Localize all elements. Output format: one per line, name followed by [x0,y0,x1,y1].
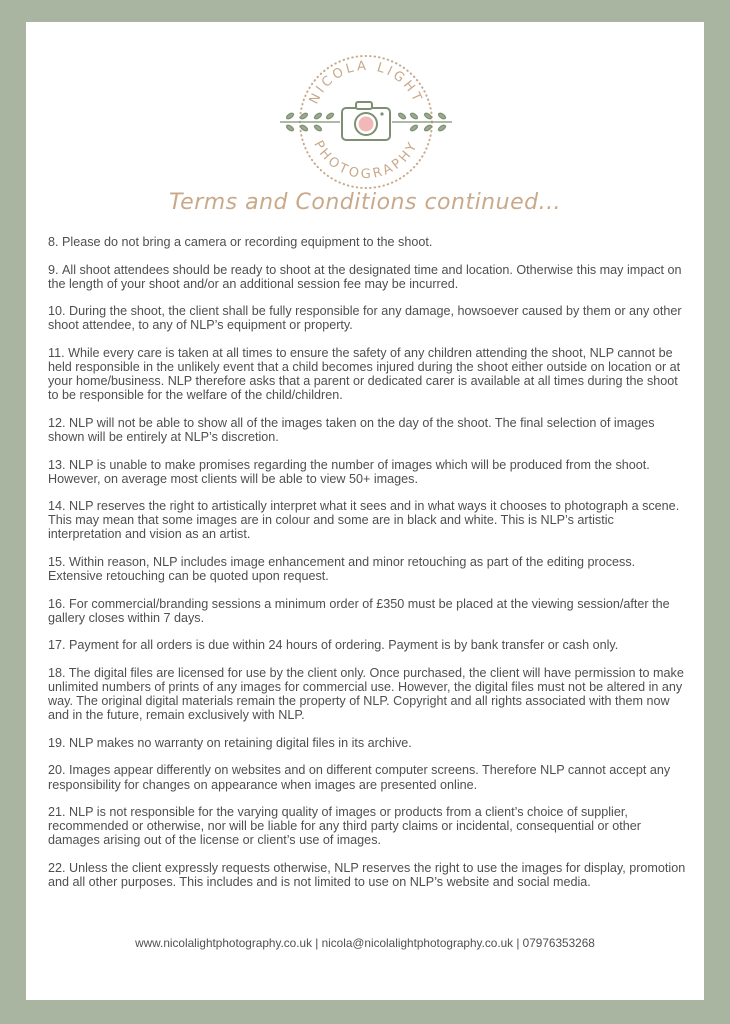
term-item: 20. Images appear differently on websites and on different computer screens. Therefore NLP cannot accept any responsibility for changes on appearance when images are presented online. [48,763,671,792]
term-item: 8. Please do not bring a camera or recording equipment to the shoot. [48,235,433,249]
term-item: 12. NLP will not be able to show all of the images taken on the day of the shoot. The final selection of images shown will be entirely at NLP’s discretion. [48,415,655,444]
term-item: 17. Payment for all orders is due within 24 hours of ordering. Payment is by bank transfer or cash only. [48,638,619,653]
nicola-light-photography-logo [276,36,456,206]
vine-right-icon [392,112,452,132]
term-item: 19. NLP makes no warranty on retaining digital files in its archive. [48,735,412,750]
camera-icon [342,102,390,140]
term-item: 9. All shoot attendees should be ready to shoot at the designated time and location. Otherwise this may impact on the length of your shoot and/or an additional session fee may be incurred. [48,262,682,291]
logo-bottom-text: PHOTOGRAPHY [310,138,422,183]
contact-footer: www.nicolalightphotography.co.uk | nicola@nicolalightphotography.co.uk | 07976353268 [135,936,595,950]
term-item: 13. NLP is unable to make promises regarding the number of images which will be produced from the shoot. However, on average most clients will be able to view 50+ images. [48,457,650,486]
document-page [26,22,704,1000]
term-item: 14. NLP reserves the right to artistically interpret what it sees and in what ways it chooses to photograph a scene. This may mean that some images are in colour and some are in black and white. This is NLP’s artistic interpretation and vision as an artist. [48,499,680,542]
term-item: 21. NLP is not responsible for the varying quality of images or products from a client’s choice of supplier, recommended or otherwise, nor will be liable for any third party claims or incidental, consequential or other damages arising out of the license or client’s use of images. [48,805,641,848]
logo-graphic [276,36,456,206]
terms-list [48,235,688,903]
page-heading: Terms and Conditions continued... [168,190,562,215]
term-item: 16. For commercial/branding sessions a minimum order of £350 must be placed at the viewing session/after the gallery closes within 7 days. [48,596,670,625]
term-item: 22. Unless the client expressly requests otherwise, NLP reserves the right to use the images for display, promotion and all other purposes. This includes and is not limited to use on NLP’s website and social media. [48,860,686,889]
vine-left-icon [280,112,340,132]
term-item: 10. During the shoot, the client shall be fully responsible for any damage, howsoever caused by them or any other shoot attendee, to any of NLP’s equipment or property. [48,304,682,333]
term-item: 18. The digital files are licensed for use by the client only. Once purchased, the client will have permission to make unlimited numbers of prints of any images for commercial use. However, the digital files must not be altered in any way. The original digital materials remain the property of NLP. Copyright and all rights associated with them now and in the future, remain exclusively with NLP. [48,665,684,723]
term-item: 15. Within reason, NLP includes image enhancement and minor retouching as part of the editing process. Extensive retouching can be quoted upon request. [48,555,636,584]
term-item: 11. While every care is taken at all times to ensure the safety of any children attending the shoot, NLP cannot be held responsible in the unlikely event that a child becomes injured during the shoot either outside on location or at your home/business. NLP therefore asks that a parent or dedicated carer is available at all times during the shoot to be responsible for the welfare of the child/children. [48,345,681,403]
logo-top-text: NICOLA LIGHT [306,58,426,107]
